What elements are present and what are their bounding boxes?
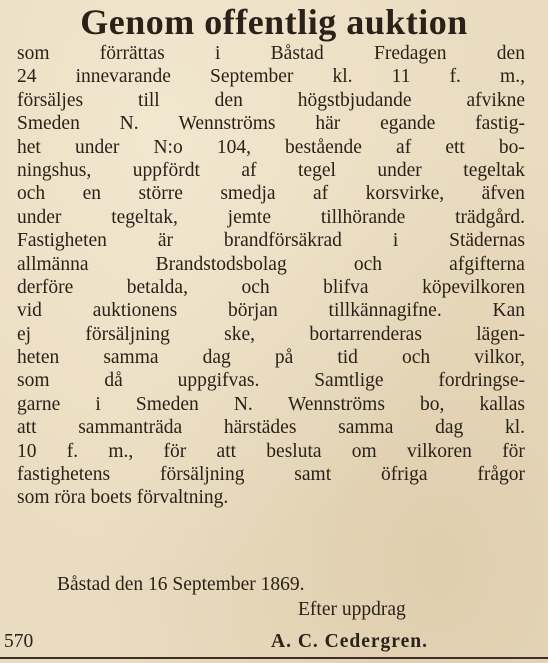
body-word: frågor <box>477 464 525 486</box>
body-word: att <box>17 417 37 439</box>
notice-headline: Genom offentlig auktion <box>80 2 468 42</box>
body-word: Brandstodsbolag <box>155 253 287 275</box>
body-line <box>17 440 525 463</box>
body-word: tegeltak, <box>111 206 178 228</box>
body-word: blifva <box>323 276 369 298</box>
body-word: het <box>17 136 41 158</box>
body-word: öfriga <box>380 464 428 486</box>
body-word: 24 <box>17 66 37 88</box>
body-word: då <box>104 370 123 392</box>
body-word: under <box>377 159 422 181</box>
body-line <box>17 229 525 252</box>
dateline: Båstad den 16 September 1869. <box>57 574 305 595</box>
body-word: för <box>502 440 525 462</box>
body-word: Båstad <box>270 43 324 64</box>
body-word: Fastigheten <box>17 230 107 252</box>
body-word: boets <box>90 487 137 509</box>
body-word: att <box>216 440 237 462</box>
body-word: Wennströms <box>178 113 276 135</box>
ad-number: 570 <box>4 631 34 652</box>
body-word: Smeden <box>17 113 80 135</box>
body-word: till <box>138 89 160 111</box>
body-word: uppgifvas. <box>177 370 260 392</box>
body-word: tillkännagifne. <box>328 300 442 322</box>
body-line <box>17 393 525 416</box>
body-word: förrättas <box>99 43 165 64</box>
body-line <box>17 346 525 369</box>
body-word: försäljning <box>85 323 170 345</box>
body-line <box>17 112 525 135</box>
body-word: 11 <box>391 66 411 88</box>
body-word: en <box>82 183 102 205</box>
body-line <box>17 369 525 392</box>
body-word: 10 <box>17 440 37 462</box>
body-word: af <box>313 183 329 205</box>
body-word: förvaltning. <box>136 487 229 509</box>
body-word: och <box>402 347 431 369</box>
body-word: ningshus, <box>17 159 92 181</box>
body-word: m., <box>500 66 525 88</box>
body-word: afgifterna <box>449 253 525 275</box>
body-word: köpevilkoren <box>422 276 525 298</box>
body-word: och <box>17 183 46 205</box>
body-word: dag <box>435 417 464 439</box>
body-word: brandförsäkrad <box>223 230 342 252</box>
body-word: dag <box>202 347 231 369</box>
body-word: fastighetens <box>17 464 111 486</box>
body-word: tillhörande <box>320 206 406 228</box>
notice-body <box>17 42 525 510</box>
body-word: är <box>157 230 173 252</box>
body-word: Samtlige <box>314 370 384 392</box>
body-word: kl. <box>504 417 525 439</box>
body-word: samma <box>103 347 159 369</box>
body-word: kl. <box>332 66 353 88</box>
body-word: f. <box>449 66 461 88</box>
body-word: auktionens <box>92 300 178 322</box>
body-word: 104, <box>216 136 251 158</box>
body-word: afvikne <box>466 89 525 111</box>
body-word: försäljning <box>159 464 245 486</box>
body-word: vilkoren <box>406 440 472 462</box>
body-line <box>17 206 525 229</box>
body-word: bo- <box>498 136 525 158</box>
body-word: m., <box>108 440 134 462</box>
body-word: innevarande <box>75 66 171 88</box>
body-word: jemte <box>227 206 271 228</box>
body-word: tid <box>337 347 358 369</box>
body-word: bestående <box>285 136 362 158</box>
body-word: början <box>227 300 278 322</box>
body-word: vilkor, <box>474 347 525 369</box>
body-word: som <box>17 43 50 64</box>
body-word: egande <box>380 113 436 135</box>
body-line <box>17 42 525 65</box>
body-word: tegel <box>298 159 336 181</box>
body-word: besluta <box>266 440 322 462</box>
body-line <box>17 253 525 276</box>
body-line <box>17 323 525 346</box>
body-word: sammanträda <box>78 417 183 439</box>
body-word: Fredagen <box>373 43 447 64</box>
body-word: fastig- <box>475 113 525 135</box>
body-word: korsvirke, <box>365 183 445 205</box>
body-word: af <box>396 136 412 158</box>
body-word: för <box>163 440 187 462</box>
bottom-rule <box>0 657 548 659</box>
body-word: som <box>17 370 50 392</box>
body-word: och <box>353 253 383 275</box>
body-word: under <box>74 136 120 158</box>
body-word: uppfördt <box>132 159 200 181</box>
body-word: garne <box>17 393 61 415</box>
body-word: röra <box>54 487 91 509</box>
body-word: bo, <box>420 393 445 415</box>
body-word: om <box>351 440 377 462</box>
body-line <box>17 299 525 322</box>
body-word: i <box>392 230 399 252</box>
after-commission: Efter uppdrag <box>298 599 406 620</box>
body-word: högstbjudande <box>297 89 412 111</box>
body-line <box>17 486 525 509</box>
body-word: ett <box>445 136 465 158</box>
body-word: den <box>214 89 243 111</box>
body-word: på <box>274 347 294 369</box>
body-word: större <box>138 183 183 205</box>
body-word: af <box>241 159 257 181</box>
body-word: vid <box>17 300 42 322</box>
body-line <box>17 416 525 439</box>
body-word: samma <box>338 417 394 439</box>
body-word: ej <box>17 323 32 345</box>
body-word: N:o <box>153 136 183 158</box>
body-word: under <box>17 206 62 228</box>
body-word: smedja <box>220 183 276 205</box>
body-line <box>17 276 525 299</box>
body-word: allmänna <box>17 253 89 275</box>
body-word: i <box>214 43 221 64</box>
body-word: samt <box>294 464 332 486</box>
body-word: äfven <box>481 183 525 205</box>
body-line <box>17 159 525 182</box>
body-word: Smeden <box>135 393 199 415</box>
body-word: i <box>95 393 101 415</box>
body-line <box>17 65 525 88</box>
body-word: här <box>315 113 341 135</box>
body-word: September <box>210 66 294 88</box>
body-word: den <box>496 43 525 64</box>
body-word: f. <box>66 440 79 462</box>
body-word: trädgård. <box>455 206 525 228</box>
body-word: Wennströms <box>287 393 385 415</box>
body-word: bortarrenderas <box>309 323 422 345</box>
body-word: ske, <box>224 323 256 345</box>
body-word: heten <box>17 347 60 369</box>
body-word: N. <box>119 113 139 135</box>
body-word: lägen- <box>476 323 525 345</box>
body-line <box>17 182 525 205</box>
body-word: och <box>241 276 270 298</box>
body-word: försäljes <box>17 89 84 111</box>
body-word: härstädes <box>223 417 297 439</box>
body-word: kallas <box>479 393 525 415</box>
body-line <box>17 136 525 159</box>
body-word: derföre <box>17 276 74 298</box>
body-word: Städernas <box>449 230 525 252</box>
body-word: tegeltak <box>463 159 525 181</box>
body-word: N. <box>233 393 253 415</box>
body-word: Kan <box>492 300 525 322</box>
body-word: betalda, <box>126 276 188 298</box>
body-line <box>17 463 525 486</box>
signature: A. C. Cedergren. <box>271 631 428 652</box>
body-word: fordringse- <box>438 370 525 392</box>
body-word: som <box>17 487 55 509</box>
body-line <box>17 89 525 112</box>
